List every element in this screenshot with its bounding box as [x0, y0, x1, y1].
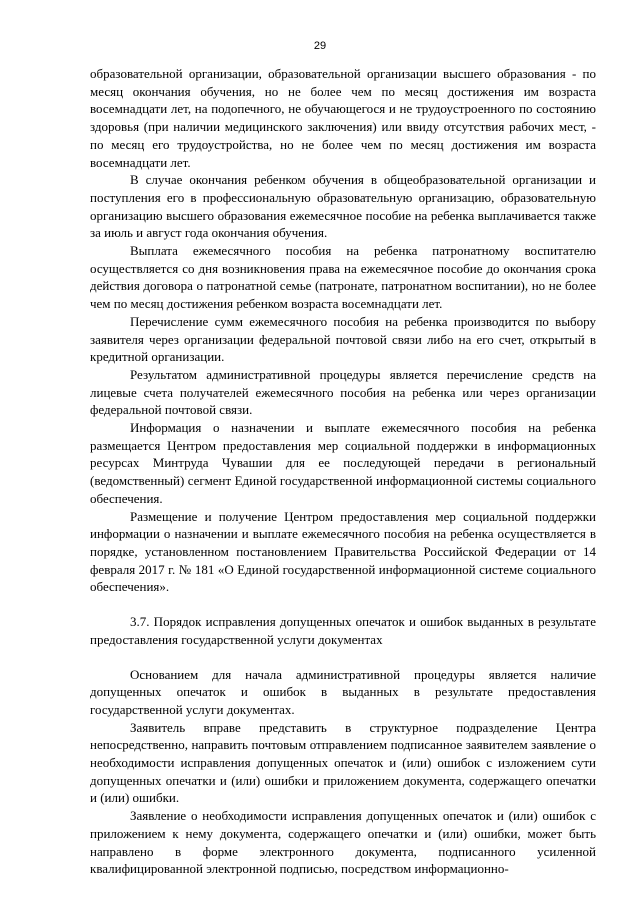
paragraph-foster-payment: Выплата ежемесячного пособия на ребенка патронатному воспитателю осуществляется со дня возникновения права на ежемесячное пособие до окончания срока действия договора о патронатной семье (патронате, патронатном воспитании), но не более чем по месяц достижения ребенком возраста восемнадцати лет. — [90, 243, 596, 312]
page-content — [90, 65, 596, 878]
paragraph-continuation: образовательной организации, образовательной организации высшего образования - по месяц окончания обучения, но не более чем по месяц достижения им возраста восемнадцати лет, на подопечного, не обучающегося и не трудоустроенного по состоянию здоровья (при наличии медицинского заключения) или ввиду отсутствия рабочих мест, - по месяц его трудоустройства, но не более чем по месяц достижения им возраста восемнадцати лет. — [90, 66, 596, 170]
paragraph-applicant: Заявитель вправе представить в структурное подразделение Центра непосредственно, направить почтовым отправлением подписанное заявителем заявление о необходимости исправления допущенных опечаток и (или) ошибок с изложением сути допущенных опечатки и (или) ошибки и приложением документа, содержащего опечатки и (или) ошибки. — [90, 719, 596, 806]
paragraph-placement: Размещение и получение Центром предоставления мер социальной поддержки информации о назначении и выплате ежемесячного пособия на ребенка осуществляется в порядке, установленном постановлением Правительства Российской Федерации от 14 февраля 2017 г. № 181 «О Единой государственной информационной системе социального обеспечения». — [90, 508, 596, 595]
section-heading: 3.7. Порядок исправления допущенных опечаток и ошибок выданных в результате предоставления государственной услуги документах — [90, 614, 596, 647]
paragraph-information: Информация о назначении и выплате ежемесячного пособия на ребенка размещается Центром предоставления мер социальной поддержки в информационных ресурсах Минтруда Чувашии для ее последующей передачи в региональный (ведомственный) сегмент Единой государственной информационной системы социального обеспечения. — [90, 420, 596, 506]
paragraph-electronic-application: Заявление о необходимости исправления допущенных опечаток и (или) ошибок с приложением к нему документа, содержащего опечатки и (или) ошибки, может быть направлено в форме электронного документа, подписанного усиленной квалифицированной электронной подписью, посредством информационно- — [90, 808, 596, 877]
paragraph-result: Результатом административной процедуры является перечисление средств на лицевые счета получателей ежемесячного пособия на ребенка или через организации федеральной почтовой связи. — [90, 366, 596, 418]
paragraph-graduation: В случае окончания ребенком обучения в общеобразовательной организации и поступления его в профессиональную образовательную организацию, образовательную организацию высшего образования ежемесячное пособие на ребенка выплачивается также за июль и август года окончания обучения. — [90, 172, 596, 241]
paragraph-transfer: Перечисление сумм ежемесячного пособия на ребенка производится по выбору заявителя через организации федеральной почтовой связи либо на его счет, открытый в кредитной организации. — [90, 313, 596, 365]
page-number: 29 — [313, 40, 327, 52]
paragraph-grounds: Основанием для начала административной процедуры является наличие допущенных опечаток и ошибок в выданных в результате предоставления государственной услуги документах. — [90, 666, 596, 717]
